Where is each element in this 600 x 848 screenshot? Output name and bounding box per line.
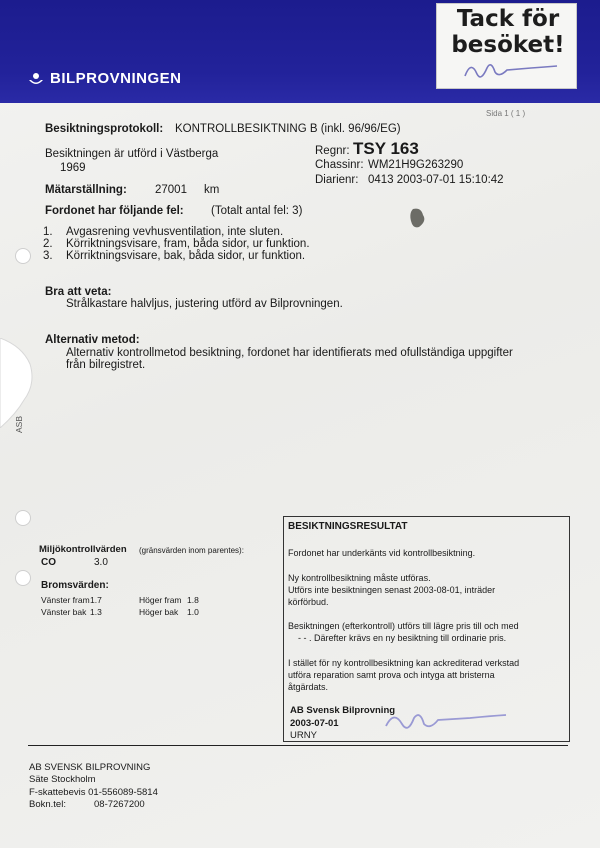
fault-text: Körriktningsvisare, bak, båda sidor, ur funktion. [66,250,306,262]
result-date: 2003-07-01 [290,718,339,729]
result-inspector: URNY [290,730,317,741]
result-text: Fordonet har underkänts vid kontrollbesiktning. [288,548,476,558]
footer-tax: F-skattebevis 01-556089-5814 [29,787,158,798]
sticker-line-2: besöket! [451,32,565,58]
mileage-value: 27001 [155,184,187,196]
result-text: I stället för ny kontrollbesiktning kan ackrediterad verkstad [288,658,520,668]
fault-text: Avgasrening vevhusventilation, inte sluten. [66,226,284,238]
result-heading: BESIKTNINGSRESULTAT [288,521,408,532]
faults-heading: Fordonet har följande fel: [45,205,184,217]
page-number: Sida 1 ( 1 ) [486,109,526,118]
diarie-value: 0413 2003-07-01 15:10:42 [368,174,504,186]
brake-label: Höger fram [139,595,182,605]
result-text: utföra reparation samt prova och intyga att bristerna [288,670,495,680]
brakes-heading: Bromsvärden: [41,580,109,591]
footer-seat: Säte Stockholm [29,774,96,785]
mileage-label: Mätarställning: [45,184,127,196]
fault-number: 2. [43,238,53,250]
punch-hole [15,510,31,526]
environment-note: (gränsvärden inom parentes): [139,546,244,555]
side-mark: ASB [14,415,24,433]
result-signature-icon [380,706,510,736]
alternative-line-1: Alternativ kontrollmetod besiktning, fordonet har identifierats med ofullständiga uppgifter [66,347,513,359]
bilprovningen-logo-icon [28,71,44,87]
faults-total: (Totalt antal fel: 3) [211,205,303,217]
result-text: - - . Därefter krävs en ny besiktning till ordinarie pris. [298,633,507,643]
brake-value: 1.3 [90,607,102,617]
fault-number: 3. [43,250,53,262]
diarie-label: Diarienr: [315,174,359,186]
punch-hole [15,570,31,586]
brake-label: Vänster bak [41,607,87,617]
regnr-label: Regnr: [315,145,350,157]
thank-you-sticker [436,3,577,89]
brand-logo [28,70,182,87]
ink-blot-icon [409,207,427,229]
footer-phone-label: Bokn.tel: [29,799,66,810]
result-text: Utförs inte besiktningen senast 2003-08-01, inträder [288,585,496,595]
protocol-title-label: Besiktningsprotokoll: [45,123,164,135]
result-text: åtgärdats. [288,682,329,692]
header-band [0,0,600,103]
footer-company: AB SVENSK BILPROVNING [29,762,151,773]
alternative-line-2: från bilregistret. [66,359,146,371]
brand-name: BILPROVNINGEN [50,70,182,87]
co-value: 3.0 [94,557,108,568]
footer-phone-value: 08-7267200 [94,799,145,810]
environment-heading: Miljökontrollvärden [39,544,127,555]
brake-value: 1.7 [90,595,102,605]
result-text: Ny kontrollbesiktning måste utföras. [288,573,431,583]
good-to-know-heading: Bra att veta: [45,286,112,298]
good-to-know-text: Strålkastare halvljus, justering utförd av Bilprovningen. [66,298,343,310]
sticker-line-1: Tack för [456,6,560,32]
result-text: körförbud. [288,597,329,607]
inspection-location: Besiktningen är utförd i Västberga [45,148,219,160]
sticker-signature-icon [461,56,561,84]
regnr-value: TSY 163 [353,139,419,158]
co-label: CO [41,557,56,568]
fault-text: Körriktningsvisare, fram, båda sidor, ur funktion. [66,238,310,250]
chassis-value: WM21H9G263290 [368,159,464,171]
result-org: AB Svensk Bilprovning [290,705,396,716]
brake-label: Vänster fram [41,595,90,605]
alternative-heading: Alternativ metod: [45,334,140,346]
brake-value: 1.8 [187,595,199,605]
brake-label: Höger bak [139,607,179,617]
model-year: 1969 [60,162,86,174]
punch-hole [15,248,31,264]
footer-divider [28,745,568,746]
torn-edge-icon [0,338,38,428]
result-text: Besiktningen (efterkontroll) utförs till lägre pris till och med [288,621,519,631]
chassis-label: Chassinr: [315,159,364,171]
protocol-title-value: KONTROLLBESIKTNING B (inkl. 96/96/EG) [175,123,401,135]
mileage-unit: km [204,184,220,196]
brake-value: 1.0 [187,607,199,617]
fault-number: 1. [43,226,53,238]
